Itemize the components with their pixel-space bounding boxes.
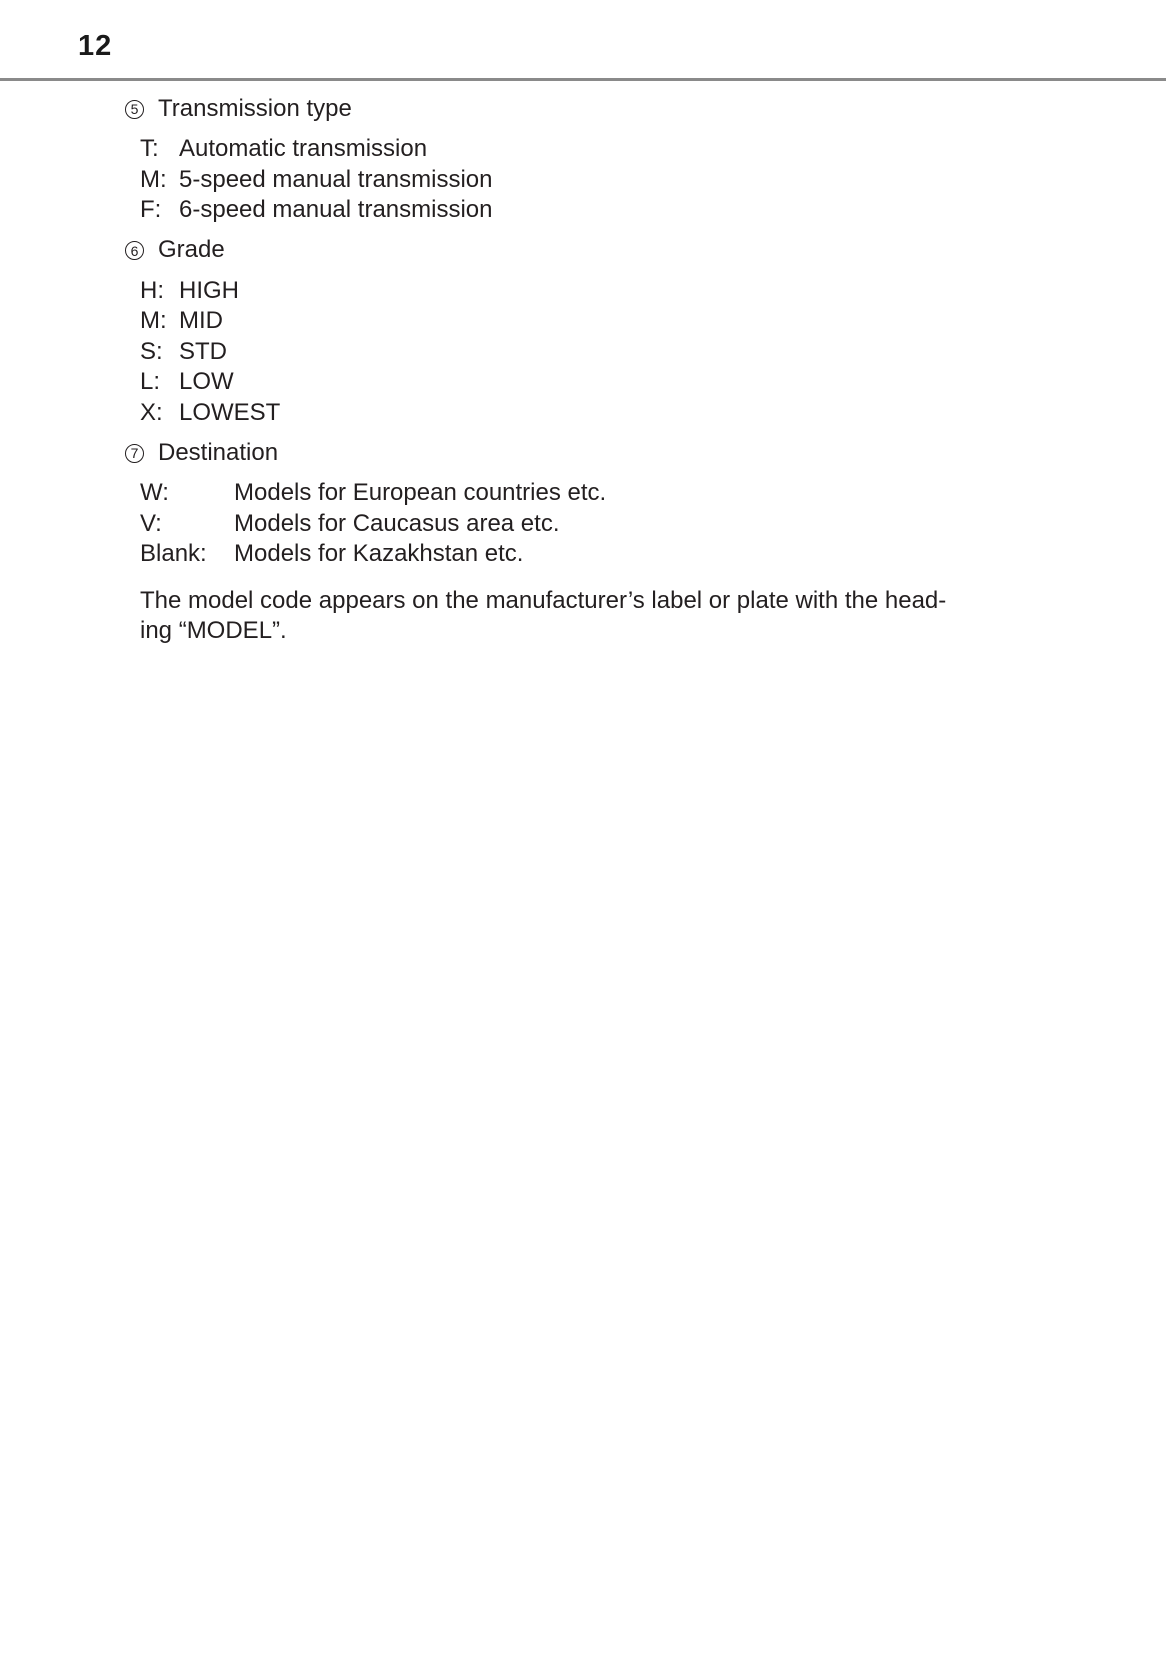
- note-line: The model code appears on the manufacturer’s label or plate with the head-: [140, 586, 947, 614]
- list-item: [140, 509, 1045, 540]
- code-description: HIGH: [179, 276, 239, 304]
- section-title: Transmission type: [158, 94, 352, 122]
- code-list: [140, 276, 1045, 429]
- code-description: STD: [179, 337, 227, 365]
- circled-number-marker: 5: [125, 100, 144, 119]
- code-key: L:: [140, 368, 161, 395]
- code-description: 6-speed manual transmission: [179, 196, 493, 223]
- list-item: [140, 367, 1045, 398]
- section-title: Destination: [158, 438, 279, 466]
- circled-number-marker: 6: [125, 241, 144, 260]
- section-heading: [125, 236, 1045, 266]
- section-heading: [125, 94, 1045, 124]
- code-list: [140, 478, 1045, 570]
- code-key: M:: [140, 307, 167, 334]
- code-description: LOWEST: [179, 398, 281, 426]
- code-key: F:: [140, 196, 162, 223]
- section-title: Grade: [158, 236, 225, 264]
- code-key: V:: [140, 509, 162, 537]
- document-body: [125, 94, 1045, 647]
- code-key: S:: [140, 337, 163, 365]
- list-item: [140, 337, 1045, 368]
- code-key: X:: [140, 398, 163, 426]
- code-description: LOW: [179, 368, 234, 395]
- list-item: [140, 478, 1045, 509]
- list-item: [140, 165, 1045, 196]
- code-key: H:: [140, 276, 164, 304]
- note-line: ing “MODEL”.: [140, 617, 287, 644]
- section-destination: [125, 438, 1045, 570]
- code-description: Automatic transmission: [179, 135, 428, 162]
- list-item: [140, 306, 1045, 337]
- code-description: 5-speed manual transmission: [179, 165, 493, 193]
- code-key: M:: [140, 165, 167, 193]
- page-number: 12: [78, 30, 113, 62]
- code-description: Models for European countries etc.: [234, 479, 607, 506]
- code-key: W:: [140, 479, 169, 506]
- list-item: [140, 195, 1045, 226]
- code-description: Models for Caucasus area etc.: [234, 509, 560, 537]
- list-item: [140, 134, 1045, 165]
- model-code-note: [140, 586, 1020, 647]
- code-key: Blank:: [140, 540, 207, 567]
- list-item: [140, 276, 1045, 307]
- section-transmission-type: [125, 94, 1045, 226]
- code-description: Models for Kazakhstan etc.: [234, 540, 524, 567]
- code-description: MID: [179, 307, 223, 334]
- code-key: T:: [140, 135, 159, 162]
- code-list: [140, 134, 1045, 226]
- header-rule: [0, 78, 1166, 81]
- list-item: [140, 539, 1045, 570]
- circled-number-marker: 7: [125, 444, 144, 463]
- list-item: [140, 398, 1045, 429]
- section-grade: [125, 236, 1045, 429]
- section-heading: [125, 438, 1045, 468]
